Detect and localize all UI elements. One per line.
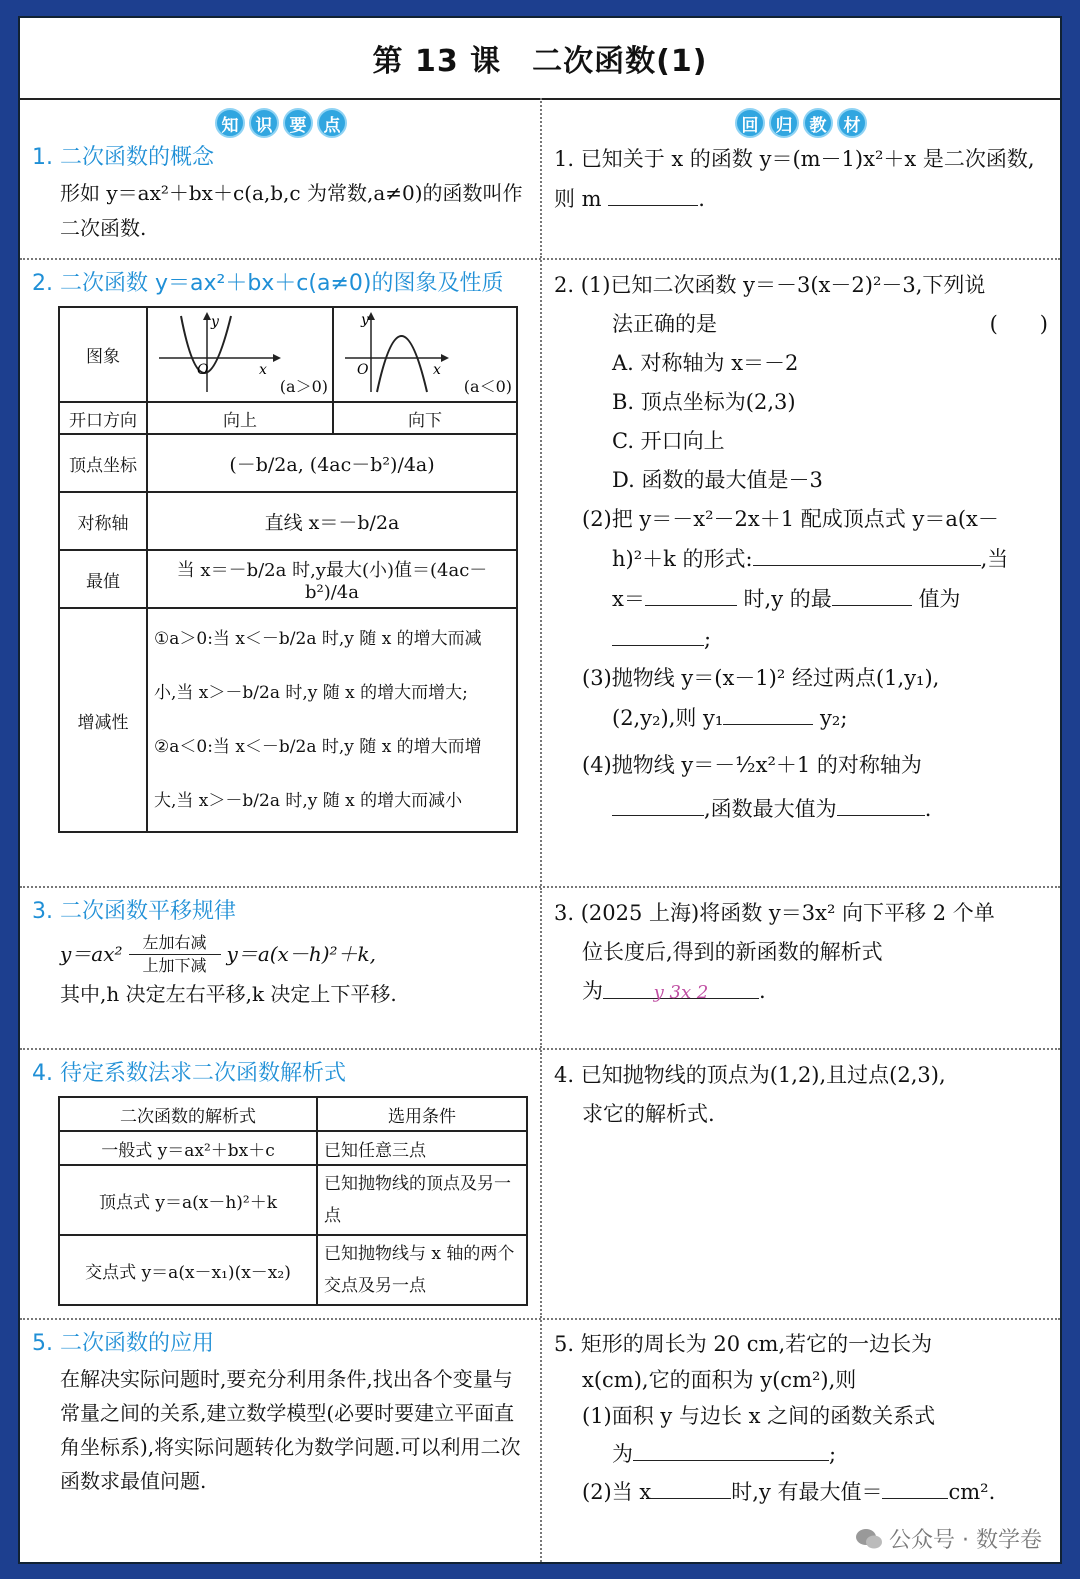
q5-line: 5. 矩形的周长为 20 cm,若它的一边长为 [554,1332,933,1356]
q2-part3: (3)抛物线 y＝(x－1)² 经过两点(1,y₁), [582,666,940,690]
form-cell: 一般式 y＝ax²＋bx＋c [59,1131,317,1165]
knowledge-column [20,98,540,258]
text: 为 [612,1442,633,1466]
row-3 [20,888,1060,1050]
badge-char: 要 [283,108,313,138]
row-2 [20,260,1060,888]
question-4-body [554,1056,1048,1134]
choice-paren[interactable]: ( ) [989,312,1048,336]
option-a: A. 对称轴为 x＝－2 [612,351,799,375]
watermark-text: 公众号 · 数学卷 [889,1528,1042,1553]
row-label: 图象 [59,307,147,402]
badge-char: 识 [249,108,279,138]
row-label: 开口方向 [59,402,147,434]
text: 值为 [918,587,961,611]
page-title: 第 13 课 二次函数(1) [20,18,1060,100]
question-1 [554,140,1048,219]
textbook-column [540,98,1060,258]
badge-char: 教 [803,108,833,138]
arrow-top-label: 左加右减 [142,933,207,952]
option-c: C. 开口向上 [612,429,725,453]
q4-line: 4. 已知抛物线的顶点为(1,2),且过点(2,3), [554,1063,946,1087]
mono-line: ①a＞0:当 x＜－b/2a 时,y 随 x 的增大而减 [154,629,482,649]
q2-part3-line [554,698,1048,738]
transform-arrow [129,932,221,977]
text: ,当 [980,547,1009,571]
q2-stem: 法正确的是 [612,312,717,336]
formula-right: y＝a(x－h)²＋k, [226,942,377,966]
text: 时,y 的最 [743,587,832,611]
section-5 [20,1320,540,1562]
watermark [855,1523,1042,1554]
question-1-text: 1. 已知关于 x 的函数 y＝(m－1)x²＋x 是二次函数,则 m [554,147,1035,211]
text: 时,y 有最大值＝ [731,1480,883,1504]
badge-char: 知 [215,108,245,138]
answer-blank[interactable] [753,539,981,566]
q2-part2: (2)把 y＝－x²－2x＋1 配成顶点式 y＝a(x－ [582,507,999,531]
table-header: 选用条件 [317,1097,527,1131]
x-axis-label: x [259,362,267,378]
form-cell: 交点式 y＝a(x－x₁)(x－x₂) [59,1235,317,1305]
graph-down-cell [333,307,517,402]
option-b: B. 顶点坐标为(2,3) [612,390,796,414]
badge-char: 回 [735,108,765,138]
answer-blank[interactable] [612,619,704,646]
section-1-body: 形如 y＝ax²＋bx＋c(a,b,c 为常数,a≠0)的函数叫作二次函数. [60,181,523,240]
monotonicity-cell [147,608,517,832]
section-2 [20,260,540,886]
answer-blank[interactable] [837,789,925,816]
mono-line: 大,当 x＞－b/2a 时,y 随 x 的增大而减小 [154,791,463,811]
open-down: 向下 [333,402,517,434]
table-header: 二次函数的解析式 [59,1097,317,1131]
answer-blank[interactable] [651,1472,731,1499]
text: . [924,797,932,821]
text: ,函数最大值为 [704,797,837,821]
graph-up-condition: (a＞0) [279,377,328,396]
text: (2)当 x [582,1480,652,1504]
answer-blank[interactable] [608,179,698,206]
wechat-icon [855,1527,883,1551]
mono-line: ②a＜0:当 x＜－b/2a 时,y 随 x 的增大而增 [154,737,482,757]
origin-label: O [357,362,369,378]
text: y₂; [820,706,848,730]
text: h)²＋k 的形式: [612,547,753,571]
section-4 [20,1050,540,1318]
q3-line: 位长度后,得到的新函数的解析式 [582,940,883,964]
question-3 [540,888,1060,1048]
text: (2,y₂),则 y₁ [612,706,724,730]
q2-part4: (4)抛物线 y＝－½x²＋1 的对称轴为 [582,753,922,777]
row-label: 增减性 [59,608,147,832]
handwritten-answer: y 3x 2 [653,982,709,1003]
textbook-badges [554,108,1048,138]
q5-line [554,1472,1048,1510]
section-3-body: 其中,h 决定左右平移,k 决定上下平移. [60,982,397,1006]
answer-blank[interactable] [612,789,704,816]
q2-part2-line [554,579,1048,619]
row-1 [20,98,1060,260]
text: x＝ [612,587,645,611]
text: 为 [582,979,603,1003]
form-cell: 顶点式 y＝a(x－h)²＋k [59,1165,317,1235]
text: cm². [948,1480,996,1504]
q2-part4-line [554,789,1048,829]
section-2-heading: 2. 二次函数 y＝ax²＋bx＋c(a≠0)的图象及性质 [32,271,504,296]
row-label: 最值 [59,550,147,608]
question-2-body [554,266,1048,829]
text: ; [829,1442,837,1466]
graph-up-cell [147,307,333,402]
condition-cell: 已知任意三点 [317,1131,527,1165]
punct: . [698,187,705,211]
formula-left: y＝ax² [60,942,123,966]
option-d: D. 函数的最大值是－3 [612,468,823,492]
y-axis-label: y [361,312,369,328]
badge-char: 材 [837,108,867,138]
analytic-form-table [58,1096,528,1306]
q5-line: (1)面积 y 与边长 x 之间的函数关系式 [582,1404,936,1428]
answer-blank[interactable] [882,1472,948,1499]
row-4 [20,1050,1060,1320]
answer-blank[interactable] [603,972,759,1003]
mono-line: 小,当 x＞－b/2a 时,y 随 x 的增大而增大; [154,683,468,703]
text: ; [704,627,712,651]
question-2 [540,260,1060,886]
arrow-line [129,954,221,955]
section-5-body: 在解决实际问题时,要充分利用条件,找出各个变量与常量之间的关系,建立数学模型(必要时要建立平面直角坐标系),将实际问题转化为数学问题.可以利用二次函数求最值问题. [60,1367,521,1493]
q5-line: x(cm),它的面积为 y(cm²),则 [582,1368,857,1392]
answer-blank[interactable] [723,698,813,725]
condition-cell: 已知抛物线与 x 轴的两个交点及另一点 [317,1235,527,1305]
text: . [759,979,766,1003]
q3-line: 3. (2025 上海)将函数 y＝3x² 向下平移 2 个单 [554,901,995,925]
question-3-body [554,894,1048,1011]
q2-part2-line [554,619,1048,659]
question-5-body [554,1326,1048,1510]
section-3-heading: 3. 二次函数平移规律 [32,899,236,924]
q5-line [554,1434,1048,1472]
translation-rule [32,932,530,977]
condition-cell: 已知抛物线的顶点及另一点 [317,1165,527,1235]
answer-blank[interactable] [645,579,737,606]
badge-char: 点 [317,108,347,138]
q4-line: 求它的解析式. [582,1102,715,1126]
row-label: 对称轴 [59,492,147,550]
extreme-value: 当 x＝－b/2a 时,y最大(小)值＝(4ac－b²)/4a [147,550,517,608]
q2-stem-line [554,305,1048,344]
arrow-bottom-label: 上加下减 [142,956,207,975]
section-1-heading: 1. 二次函数的概念 [32,145,214,170]
section-3 [20,888,540,1048]
axis-value: 直线 x＝－b/2a [147,492,517,550]
x-axis-label: x [433,362,441,378]
vertex-value: (－b/2a, (4ac－b²)/4a) [147,434,517,492]
open-up: 向上 [147,402,333,434]
section-5-heading: 5. 二次函数的应用 [32,1331,214,1356]
worksheet-page [18,16,1062,1564]
question-4 [540,1050,1060,1318]
y-axis-label: y [211,314,219,330]
properties-table [58,306,518,833]
q2-part2-line [554,539,1048,579]
origin-label: O [197,362,209,378]
knowledge-badges [32,108,530,138]
q2-line: 2. (1)已知二次函数 y＝－3(x－2)²－3,下列说 [554,273,986,297]
section-4-heading: 4. 待定系数法求二次函数解析式 [32,1061,346,1086]
graph-down-condition: (a＜0) [463,377,512,396]
q3-line [554,972,1048,1011]
row-label: 顶点坐标 [59,434,147,492]
badge-char: 归 [769,108,799,138]
answer-blank[interactable] [633,1434,829,1461]
answer-blank[interactable] [832,579,912,606]
